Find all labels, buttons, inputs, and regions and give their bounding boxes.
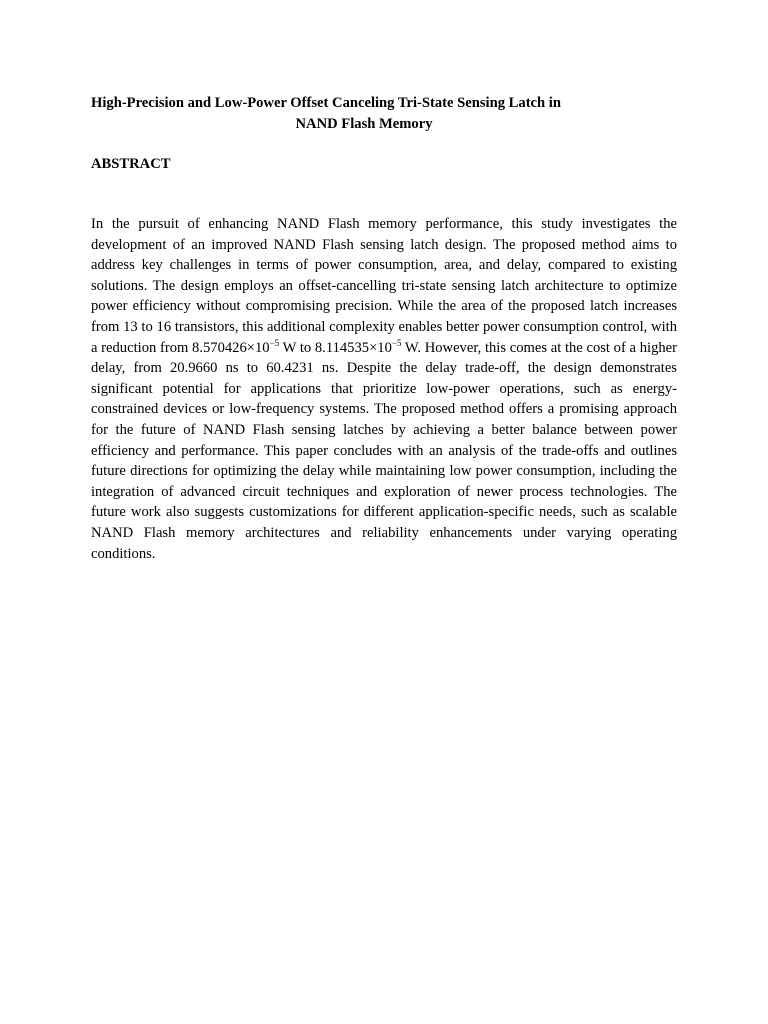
abstract-text-part-1: In the pursuit of enhancing NAND Flash memory performance, this study investigates the development of an improved NAND Flash sensing latch design. The proposed method aims to address key challenges in terms of power consumption, area, and delay, compared to existing solutions. The design employs an offset-cancelling tri-state sensing latch architecture to optimize power efficiency without compromising precision. While the area of the proposed latch increases from 13 to 16 transistors, this additional complexity enables better power consumption control, with a reduction from 8.570426×10 — [91, 216, 677, 356]
paper-title-line-1: High-Precision and Low-Power Offset Canceling Tri-State Sensing Latch in — [91, 95, 561, 111]
abstract-heading: ABSTRACT — [91, 156, 171, 172]
power-exponent-before: −5 — [269, 337, 280, 348]
paper-title — [91, 93, 637, 134]
abstract-text-part-3: W. However, this comes at the cost of a higher delay, from 20.9660 ns to 60.4231 ns. Despite the delay trade-off, the design demonstrates significant potential for applications that prioritize low-power operations, such as energy-constrained devices or low-frequency systems. The proposed method offers a promising approach for the future of NAND Flash sensing latches by achieving a better balance between power efficiency and performance. This paper concludes with an analysis of the trade-offs and outlines future directions for optimizing the delay while maintaining low power consumption, including the integration of advanced circuit techniques and exploration of newer process technologies. The future work also suggests customizations for different application-specific needs, such as scalable NAND Flash memory architectures and reliability enhancements under varying operating conditions. — [91, 339, 677, 562]
abstract-text-part-2: W to 8.114535×10 — [279, 339, 392, 356]
paper-title-line-2: NAND Flash Memory — [295, 115, 433, 132]
power-exponent-after: −5 — [391, 337, 402, 348]
abstract-paragraph — [91, 214, 677, 564]
